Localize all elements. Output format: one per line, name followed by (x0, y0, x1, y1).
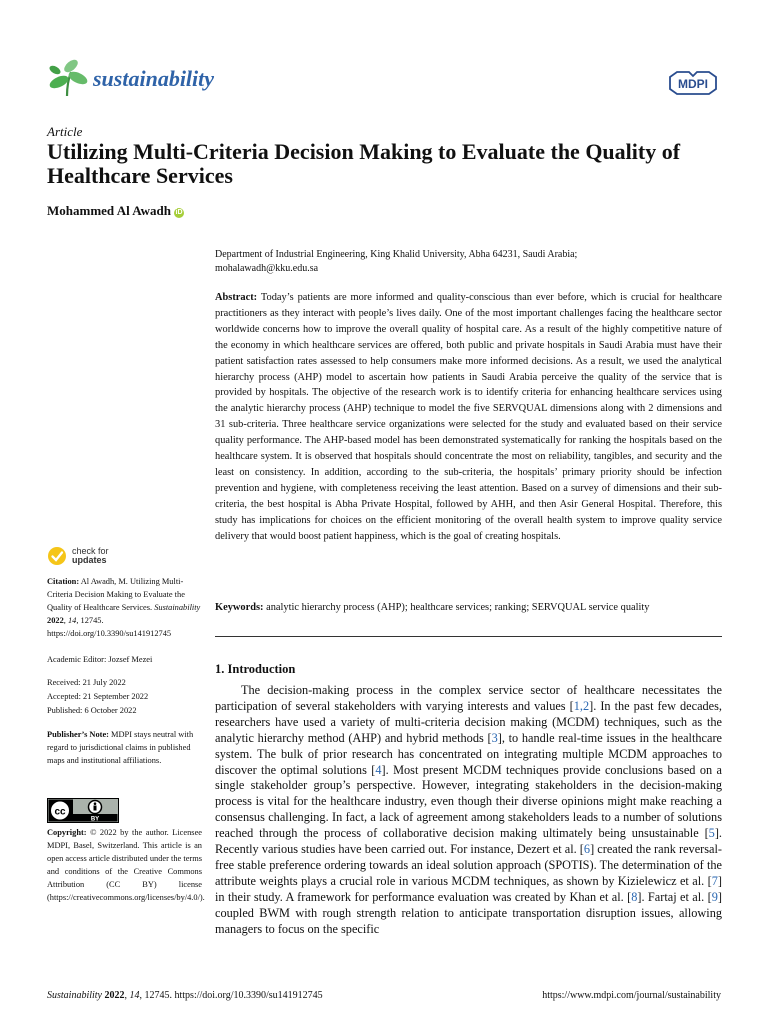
citation-volume: 14 (67, 616, 77, 625)
check-updates-line2: updates (72, 555, 107, 565)
citation-link[interactable]: 6 (583, 842, 591, 857)
publisher-note (47, 728, 202, 767)
academic-editor: Academic Editor: Jozsef Mezei (47, 655, 153, 664)
check-for-updates-button[interactable] (47, 546, 109, 566)
check-updates-icon (47, 546, 67, 566)
mdpi-logo-text: MDPI (678, 77, 708, 91)
intro-text: ]. Fartaj et al. [ (637, 889, 712, 904)
intro-text: The decision-making process in the complex service sector of healthcare necessitates the participation of several stakeholders with varying interests and values [ (215, 683, 722, 713)
citation-year: 2022 (47, 616, 64, 625)
section-heading: 1. Introduction (215, 662, 296, 676)
abstract (215, 290, 722, 545)
intro-paragraph (215, 683, 722, 938)
orcid-icon[interactable]: iD (175, 209, 183, 216)
publisher-note-label: Publisher’s Note: (47, 730, 109, 739)
copyright-text: © 2022 by the author. Licensee MDPI, Basel, Switzerland. This article is an open access article distributed under the terms and conditions of the Creative Commons Attribution (CC BY) license (https://creativecommons.org/licenses/by/4.0/). (47, 828, 205, 902)
check-updates-line1: check for (72, 546, 109, 556)
footer-volume: 14 (129, 990, 140, 1001)
affiliation: Department of Industrial Engineering, King Khalid University, Abha 64231, Saudi Arabia; (215, 249, 578, 260)
intro-text: ]. Recently various studies have been carried out. For instance, Dezert et al. [ (215, 826, 722, 857)
citation-link[interactable]: 4 (375, 762, 382, 777)
received-date: Received: 21 July 2022 (47, 678, 126, 687)
footer-doi[interactable]: , 12745. https://doi.org/10.3390/su141912745 (139, 990, 323, 1001)
citation-journal: Sustainability (154, 603, 201, 612)
citation-block: Citation: Al Awadh, M. Utilizing Multi-Criteria Decision Making to Evaluate the Quality of Healthcare Services. Sustainability 2022, 14, 12745. https://doi.org/10.3390/su141912745 (47, 577, 201, 638)
keywords (215, 602, 725, 613)
copyright-label: Copyright: (47, 828, 87, 837)
section-divider (215, 636, 722, 637)
intro-text: ] in their study. A framework for performance evaluation was created by Khan et al. [ (215, 873, 722, 904)
article-title: Utilizing Multi-Criteria Decision Making to Evaluate the Quality of Healthcare Services (47, 139, 681, 188)
intro-text: ]. In the past few decades, researchers have used a variety of multi-criteria decision making (MCDM) techniques, such as the analytic hierarchy method (AHP) and hybrid methods [ (215, 698, 722, 745)
citation-link[interactable]: 3 (491, 730, 498, 745)
article-type: Article (47, 124, 83, 139)
author-line (47, 203, 184, 219)
accepted-date: Accepted: 21 September 2022 (47, 692, 149, 701)
keywords-text: analytic hierarchy process (AHP); healthcare services; ranking; SERVQUAL service quality (266, 602, 650, 613)
intro-text: ] coupled BWM with rough strength relation to anticipate transportation disruption issues, allowing managers to focus on the specific (215, 889, 722, 936)
citation-text: Al Awadh, M. Utilizing Multi-Criteria Decision Making to Evaluate the Quality of Healthcare Services. (47, 577, 185, 612)
mdpi-logo[interactable] (667, 70, 719, 101)
author-name[interactable]: Mohammed Al Awadh (47, 203, 171, 218)
abstract-label: Abstract: (215, 292, 258, 303)
citation-link[interactable]: 7 (711, 873, 718, 888)
footer-journal: Sustainability (47, 990, 102, 1001)
intro-text: ]. Most present MCDM techniques provide conclusions based on a single stakeholder group’s perspective. However, integrating stakeholders in the decision-making process is vital for the healthcare industry, even though their diverse opinions might make reaching a consensus challenging. In fact, a lack of agreement among stakeholders leads to a number of solutions reached through the process of collaborative decision making ultimately being unsustainable [ (215, 762, 722, 841)
author-email[interactable]: mohalawadh@kku.edu.sa (215, 263, 319, 274)
citation-label: Citation: (47, 577, 80, 586)
cc-by-label: BY (90, 816, 100, 823)
citation-link[interactable]: 5 (708, 826, 715, 841)
footer-year: 2022 (104, 990, 125, 1001)
cc-by-license-badge[interactable] (47, 798, 119, 828)
citation-doi-link[interactable]: https://doi.org/10.3390/su141912745 (47, 629, 172, 638)
citation-link[interactable]: 1,2 (573, 698, 590, 713)
svg-text:cc: cc (54, 806, 66, 818)
intro-text: ] created the rank reversal-free stable preference ordering towards an ideal solution approach (SPOTIS). The determination of the attribute weights plays a crucial role in various MCDM techniques, as shown by Kizielewicz et al. [ (215, 842, 723, 888)
citation-pages: , 12745. (76, 616, 104, 625)
citation-link[interactable]: 9 (711, 889, 718, 904)
publisher-note-text: MDPI stays neutral with regard to jurisdictional claims in published maps and institutional affiliations. (47, 730, 194, 765)
journal-logo-icon (47, 58, 89, 103)
intro-text: ], to handle real-time issues in the healthcare system. The bulk of prior research has concentrated on integrating multiple MCDM approaches to discover the optimal solutions [ (215, 730, 722, 777)
abstract-text: Today’s patients are more informed and quality-conscious than ever before, which is crucial for healthcare practitioners as they interact with people’s lives daily. One of the most important challenges facing the healthcare sector worldwide concerns how to improve the overall quality of hospital care. As a result of the highly competitive nature of the economy in which healthcare services are offered, both public and private hospitals in Saudi Arabia must have their patient satisfaction rates assessed to help consumers make more informed decisions. As a result, we used the analytical hierarchy process (AHP) model to ascertain how patients in Saudi Arabia perceive the quality of the service that is provided by hospitals. The objective of the research work is to identify criteria for enhancing healthcare services using the analytic hierarchy process (AHP) technique to model the five SERVQUAL dimensions along with 2 dimensions and 31 sub-criteria. Three healthcare service organizations were selected for the study and evaluated based on their service quality performance. The AHP-based model has been demonstrated systematically for ranking the hospitals based on the healthcare system. It is observed that hospitals should concentrate the most on reliability, tangibles, and security and the least on consistency. In addition, according to the sub-criteria, the hospitals’ primary priority should be infection prevention and hygiene, with completeness receiving the least attention. Based on a survey of dimensions and their sub-criteria, the best hospital is Abha Private Hospital, followed by AHH, and then Asir General Hospital. Therefore, this study has implications for choices on the efficient monitoring of the overall health system to improve quality service delivery that would boost patient happiness, which is the goal of creating hospitals. (215, 292, 722, 542)
copyright-block (47, 826, 205, 904)
footer-journal-url[interactable]: https://www.mdpi.com/journal/sustainability (542, 990, 721, 1001)
footer-citation: Sustainability 2022, 14, 12745. https://doi.org/10.3390/su141912745 (47, 990, 323, 1001)
keywords-label: Keywords: (215, 602, 264, 613)
citation-link[interactable]: 8 (631, 889, 638, 904)
journal-name[interactable]: sustainability (93, 66, 215, 91)
published-date: Published: 6 October 2022 (47, 706, 137, 715)
